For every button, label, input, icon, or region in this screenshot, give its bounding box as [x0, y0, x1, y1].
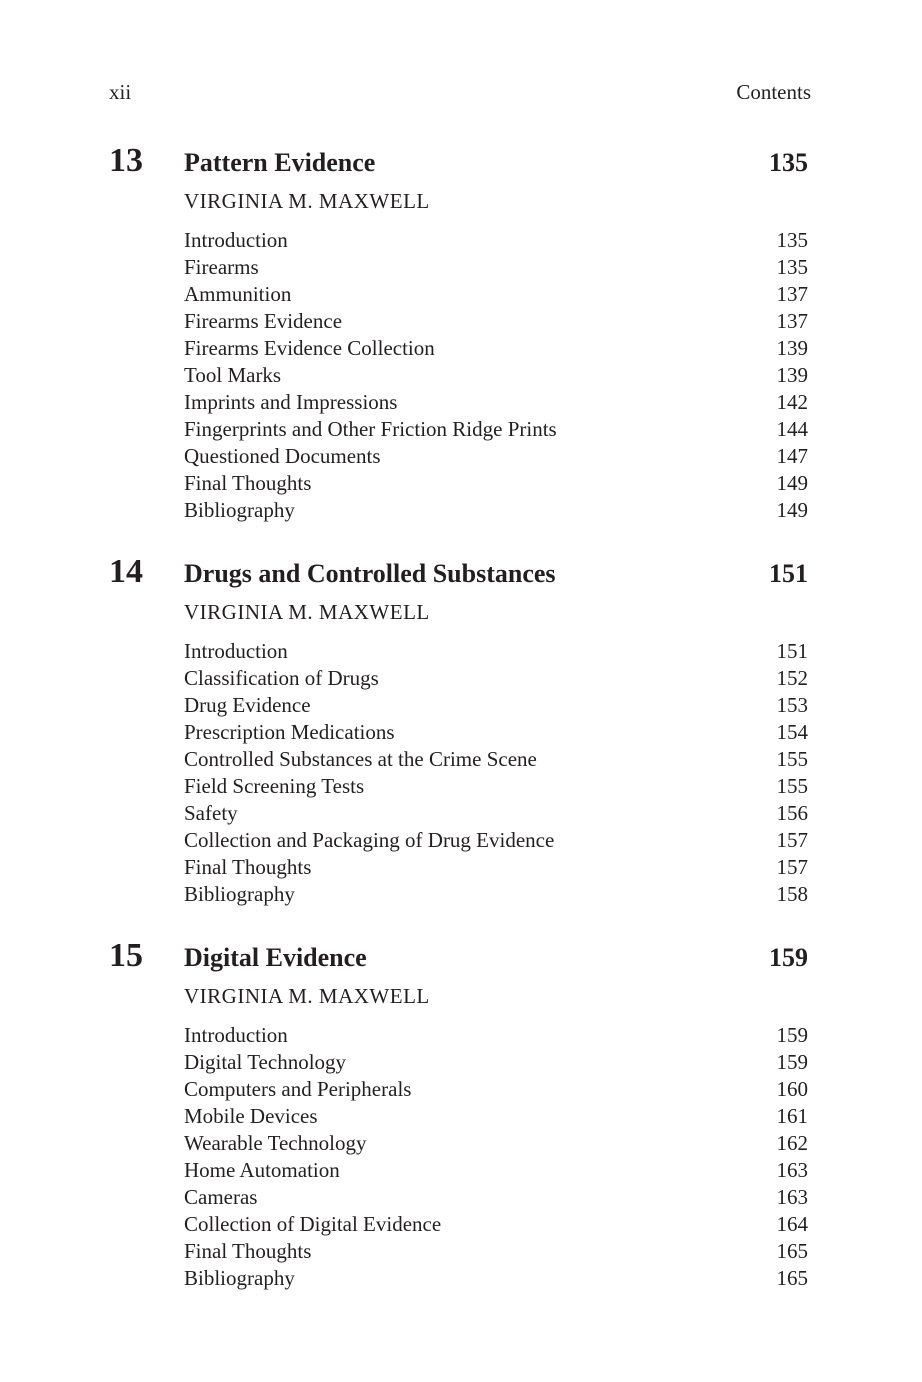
running-head-section: Contents — [736, 80, 811, 104]
toc-entry[interactable] — [184, 881, 811, 908]
toc-entry[interactable] — [184, 746, 811, 773]
toc-entry-title: Digital Technology — [184, 1050, 347, 1074]
toc-entry[interactable] — [184, 470, 811, 497]
toc-entry-page: 139 — [776, 336, 808, 360]
toc-entry-page: 163 — [776, 1158, 808, 1182]
toc-entry-title: Mobile Devices — [184, 1104, 318, 1128]
toc-entry[interactable] — [184, 1184, 811, 1211]
toc-entry[interactable] — [184, 692, 811, 719]
toc-entry-page: 162 — [776, 1131, 808, 1155]
toc-entry-title: Final Thoughts — [184, 855, 312, 879]
toc-entry-page: 137 — [776, 309, 808, 333]
toc-entry[interactable] — [184, 1211, 811, 1238]
toc-entry-page: 137 — [776, 282, 808, 306]
toc-entry-title: Tool Marks — [184, 363, 282, 387]
toc-entry[interactable] — [184, 1238, 811, 1265]
toc-entry-title: Fingerprints and Other Friction Ridge Prints — [184, 417, 557, 441]
chapter-14 — [109, 550, 811, 908]
toc-entry[interactable] — [184, 227, 811, 254]
toc-entry[interactable] — [184, 827, 811, 854]
toc-entry-title: Introduction — [184, 228, 288, 252]
toc-entry-title: Final Thoughts — [184, 1239, 312, 1263]
toc-entry-title: Classification of Drugs — [184, 666, 379, 690]
section-list — [184, 227, 811, 524]
toc-entry[interactable] — [184, 800, 811, 827]
toc-entry-page: 163 — [776, 1185, 808, 1209]
toc-entry-title: Firearms Evidence — [184, 309, 343, 333]
toc-entry-title: Home Automation — [184, 1158, 340, 1182]
chapter-number: 15 — [109, 937, 143, 974]
chapter-13 — [109, 139, 811, 524]
toc-entry-title: Imprints and Impressions — [184, 390, 398, 414]
toc-entry-title: Drug Evidence — [184, 693, 311, 717]
chapter-author: VIRGINIA M. MAXWELL — [184, 984, 430, 1008]
toc-entry[interactable] — [184, 719, 811, 746]
toc-entry[interactable] — [184, 1022, 811, 1049]
toc-entry-title: Ammunition — [184, 282, 292, 306]
toc-entry-page: 165 — [776, 1266, 808, 1290]
toc-entry-title: Bibliography — [184, 882, 295, 906]
section-list — [184, 1022, 811, 1292]
toc-entry[interactable] — [184, 389, 811, 416]
chapter-author: VIRGINIA M. MAXWELL — [184, 600, 430, 624]
chapter-15 — [109, 934, 811, 1292]
toc-entry-page: 144 — [776, 417, 808, 441]
toc-entry-page: 142 — [776, 390, 808, 414]
toc-entry-page: 157 — [776, 828, 808, 852]
toc-entry[interactable] — [184, 773, 811, 800]
toc-entry-title: Introduction — [184, 639, 288, 663]
chapter-number: 13 — [109, 142, 143, 179]
running-head — [109, 80, 811, 108]
page-number: xii — [109, 80, 132, 104]
toc-entry-title: Questioned Documents — [184, 444, 381, 468]
toc-entry-page: 152 — [776, 666, 808, 690]
toc-entry-page: 164 — [776, 1212, 808, 1236]
chapter-title[interactable]: Pattern Evidence — [184, 148, 376, 177]
toc-entry-page: 149 — [776, 471, 808, 495]
chapter-author: VIRGINIA M. MAXWELL — [184, 189, 430, 213]
toc-entry-page: 154 — [776, 720, 808, 744]
toc-entry-title: Field Screening Tests — [184, 774, 365, 798]
toc-entry-page: 155 — [776, 747, 808, 771]
toc-entry-page: 139 — [776, 363, 808, 387]
toc-entry-title: Firearms — [184, 255, 259, 279]
toc-entry-page: 156 — [776, 801, 808, 825]
toc-entry[interactable] — [184, 362, 811, 389]
toc-entry-page: 155 — [776, 774, 808, 798]
toc-entry-title: Bibliography — [184, 498, 295, 522]
toc-entry-title: Final Thoughts — [184, 471, 312, 495]
toc-entry[interactable] — [184, 443, 811, 470]
toc-entry[interactable] — [184, 1076, 811, 1103]
section-list — [184, 638, 811, 908]
toc-entry[interactable] — [184, 254, 811, 281]
toc-entry-page: 153 — [776, 693, 808, 717]
toc-entry-page: 159 — [776, 1023, 808, 1047]
toc-entry[interactable] — [184, 665, 811, 692]
chapter-title[interactable]: Digital Evidence — [184, 943, 367, 972]
toc-entry-page: 161 — [776, 1104, 808, 1128]
toc-entry-page: 159 — [776, 1050, 808, 1074]
toc-entry[interactable] — [184, 1049, 811, 1076]
chapter-heading — [109, 550, 811, 598]
chapter-page-number: 135 — [769, 148, 808, 177]
toc-entry[interactable] — [184, 308, 811, 335]
toc-entry-page: 165 — [776, 1239, 808, 1263]
table-of-contents — [109, 139, 811, 1318]
toc-entry[interactable] — [184, 497, 811, 524]
toc-entry-title: Collection of Digital Evidence — [184, 1212, 442, 1236]
toc-entry-title: Cameras — [184, 1185, 258, 1209]
toc-entry-page: 147 — [776, 444, 808, 468]
toc-entry-page: 157 — [776, 855, 808, 879]
toc-entry-title: Safety — [184, 801, 238, 825]
chapter-heading — [109, 934, 811, 982]
toc-entry-title: Prescription Medications — [184, 720, 395, 744]
toc-entry[interactable] — [184, 416, 811, 443]
toc-entry[interactable] — [184, 638, 811, 665]
toc-entry[interactable] — [184, 1103, 811, 1130]
chapter-heading — [109, 139, 811, 187]
toc-entry-page: 149 — [776, 498, 808, 522]
chapter-title[interactable]: Drugs and Controlled Substances — [184, 559, 556, 588]
chapter-number: 14 — [109, 553, 143, 590]
chapter-page-number: 159 — [769, 943, 808, 972]
toc-entry[interactable] — [184, 335, 811, 362]
toc-entry-title: Introduction — [184, 1023, 288, 1047]
toc-entry-title: Computers and Peripherals — [184, 1077, 412, 1101]
toc-entry-title: Bibliography — [184, 1266, 295, 1290]
toc-entry-page: 160 — [776, 1077, 808, 1101]
toc-entry-title: Wearable Technology — [184, 1131, 367, 1155]
toc-entry[interactable] — [184, 281, 811, 308]
toc-entry-page: 151 — [776, 639, 808, 663]
toc-entry-page: 158 — [776, 882, 808, 906]
toc-entry-title: Controlled Substances at the Crime Scene — [184, 747, 537, 771]
toc-entry-title: Firearms Evidence Collection — [184, 336, 435, 360]
toc-entry[interactable] — [184, 854, 811, 881]
toc-entry[interactable] — [184, 1265, 811, 1292]
toc-entry-page: 135 — [776, 255, 808, 279]
toc-entry-title: Collection and Packaging of Drug Evidence — [184, 828, 555, 852]
chapter-page-number: 151 — [769, 559, 808, 588]
toc-entry-page: 135 — [776, 228, 808, 252]
toc-entry[interactable] — [184, 1130, 811, 1157]
toc-entry[interactable] — [184, 1157, 811, 1184]
